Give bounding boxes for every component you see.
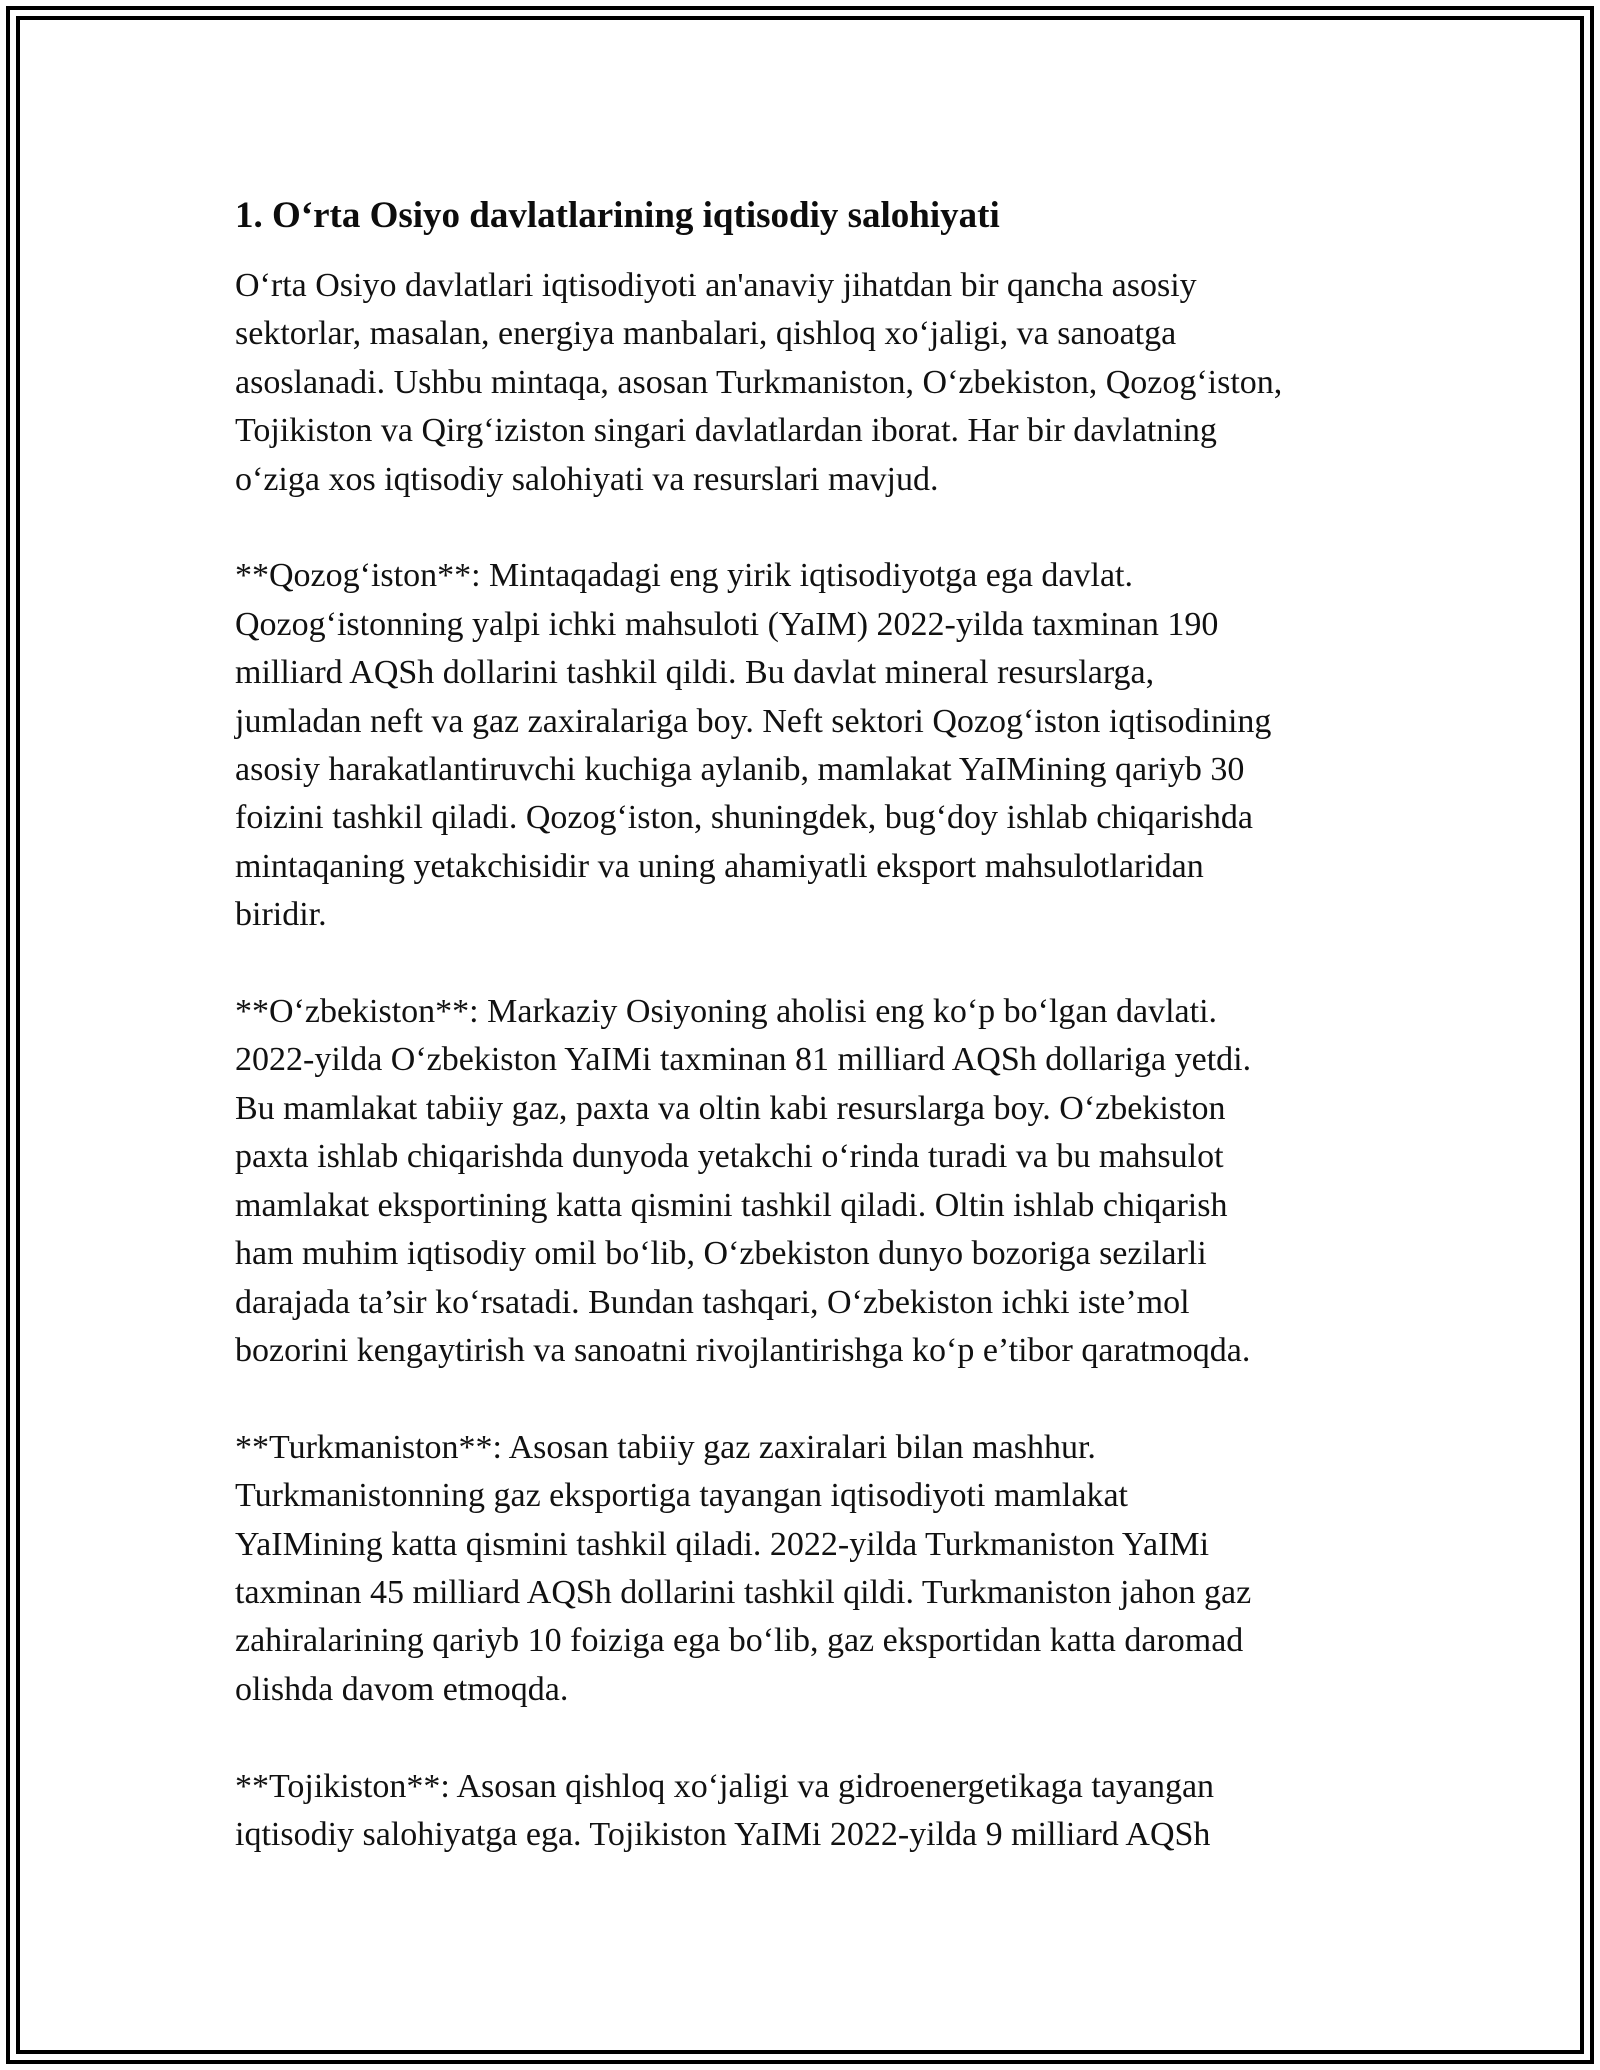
text-line: sektorlar, masalan, energiya manbalari, qishloq xo‘jaligi, va sanoatga — [235, 315, 1177, 353]
text-line: **O‘zbekiston**: Markaziy Osiyoning aholisi eng ko‘p bo‘lgan davlati. — [235, 993, 1218, 1031]
text-line: O‘rta Osiyo davlatlari iqtisodiyoti an'anaviy jihatdan bir qancha asosiy — [235, 267, 1197, 304]
text-line: mamlakat eksportining katta qismini tashkil qiladi. Oltin ishlab chiqarish — [235, 1186, 1228, 1224]
paragraph-kazakhstan — [235, 552, 1385, 939]
paragraph-turkmenistan — [235, 1424, 1385, 1714]
paragraph-uzbekistan — [235, 988, 1385, 1375]
text-line: milliard AQSh dollarini tashkil qildi. Bu davlat mineral resurslarga, — [235, 654, 1155, 692]
text-line: Qozog‘istonning yalpi ichki mahsuloti (YaIM) 2022-yilda taxminan 190 — [235, 605, 1219, 643]
text-line: asoslanadi. Ushbu mintaqa, asosan Turkmaniston, O‘zbekiston, Qozog‘iston, — [235, 363, 1283, 401]
text-line: bozorini kengaytirish va sanoatni rivojlantirishga ko‘p e’tibor qaratmoqda. — [235, 1331, 1251, 1369]
text-line: YaIMining katta qismini tashkil qiladi. 2022-yilda Turkmaniston YaIMi — [235, 1525, 1210, 1563]
text-line: o‘ziga xos iqtisodiy salohiyati va resurslari mavjud. — [235, 460, 939, 498]
text-line: jumladan neft va gaz zaxiralariga boy. Neft sektori Qozog‘iston iqtisodining — [235, 702, 1272, 740]
text-line: zahiralarining qariyb 10 foiziga ega bo‘lib, gaz eksportidan katta daromad — [235, 1622, 1244, 1660]
text-line: mintaqaning yetakchisidir va uning ahamiyatli eksport mahsulotlaridan — [235, 847, 1204, 885]
text-line: foizini tashkil qiladi. Qozog‘iston, shuningdek, bug‘doy ishlab chiqarishda — [235, 799, 1253, 837]
text-line: biridir. — [235, 896, 327, 934]
text-line: Bu mamlakat tabiiy gaz, paxta va oltin kabi resurslarga boy. O‘zbekiston — [235, 1089, 1226, 1127]
text-line: Turkmanistonning gaz eksportiga tayangan iqtisodiyoti mamlakat — [235, 1477, 1128, 1515]
text-line: Tojikiston va Qirg‘iziston singari davlatlardan iborat. Har bir davlatning — [235, 412, 1217, 450]
text-line: **Turkmaniston**: Asosan tabiiy gaz zaxiralari bilan mashhur. — [235, 1428, 1096, 1466]
document-body — [235, 192, 1385, 1908]
text-line: asosiy harakatlantiruvchi kuchiga aylanib, mamlakat YaIMining qariyb 30 — [235, 751, 1245, 789]
paragraph-intro — [235, 262, 1385, 504]
section-heading: 1. O‘rta Osiyo davlatlarining iqtisodiy salohiyati — [235, 195, 1000, 236]
text-line: olishda davom etmoqda. — [235, 1670, 569, 1708]
text-line: paxta ishlab chiqarishda dunyoda yetakchi o‘rinda turadi va bu mahsulot — [235, 1138, 1224, 1176]
text-line: 2022-yilda O‘zbekiston YaIMi taxminan 81 milliard AQSh dollariga yetdi. — [235, 1041, 1252, 1079]
text-line: ham muhim iqtisodiy omil bo‘lib, O‘zbekiston dunyo bozoriga sezilarli — [235, 1235, 1207, 1273]
text-line: darajada ta’sir ko‘rsatadi. Bundan tashqari, O‘zbekiston ichki iste’mol — [235, 1283, 1190, 1321]
text-line: taxminan 45 milliard AQSh dollarini tashkil qildi. Turkmaniston jahon gaz — [235, 1573, 1252, 1611]
text-line: iqtisodiy salohiyatga ega. Tojikiston YaIMi 2022-yilda 9 milliard AQSh — [235, 1815, 1211, 1853]
paragraph-tajikistan — [235, 1763, 1385, 1860]
text-line: **Qozog‘iston**: Mintaqadagi eng yirik iqtisodiyotga ega davlat. — [235, 557, 1133, 595]
text-line: **Tojikiston**: Asosan qishloq xo‘jaligi va gidroenergetikaga tayangan — [235, 1767, 1215, 1805]
